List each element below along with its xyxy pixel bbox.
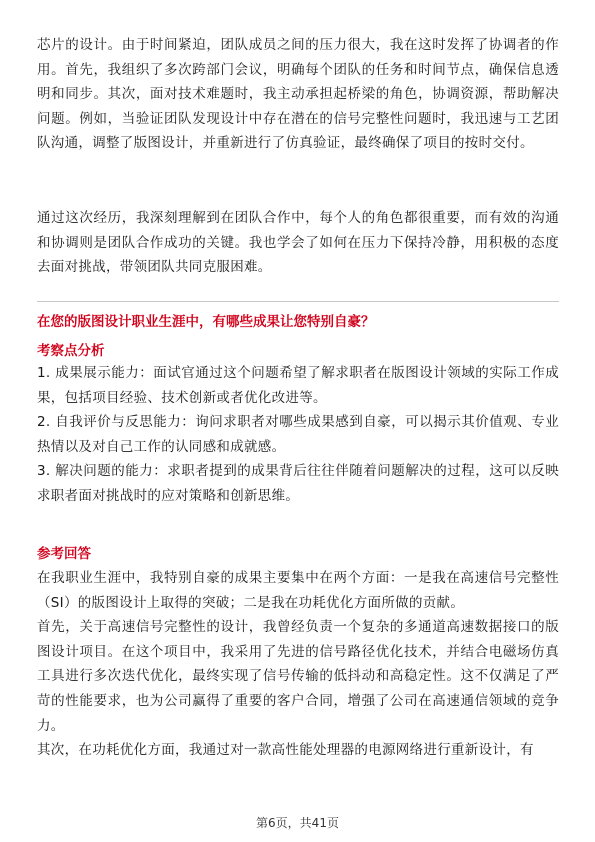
answer-paragraph: 首先，关于高速信号完整性的设计，我曾经负责一个复杂的多通道高速数据接口的版图设计项目。在这个项目中，我采用了先进的信号路径优化技术，并结合电磁场仿真工具进行多次迭代优化，最终实现了信号传输的低抖动和高稳定性。这不仅满足了严苛的性能要求，也为公司赢得了重要的客户合同，增强了公司在高速通信领域的竞争力。	[37, 619, 559, 734]
section-divider	[37, 301, 559, 302]
analysis-heading: 考察点分析	[37, 343, 105, 359]
answer-paragraph: 在我职业生涯中，我特别自豪的成果主要集中在两个方面：一是我在高速信号完整性（SI）的版图设计上取得的突破；二是我在功耗优化方面所做的贡献。	[37, 570, 559, 611]
answer-paragraph: 其次，在功耗优化方面，我通过对一款高性能处理器的电源网络进行重新设计，有	[37, 742, 534, 759]
analysis-item: 3. 解决问题的能力：求职者提到的成果背后往往伴随着问题解决的过程，这可以反映求职者面对挑战时的应对策略和创新思维。	[37, 463, 559, 504]
page-number: 第6页，共41页	[256, 816, 339, 830]
question-title: 在您的版图设计职业生涯中，有哪些成果让您特别自豪？	[37, 314, 375, 330]
top-paragraph: 芯片的设计。由于时间紧迫，团队成员之间的压力很大，我在这时发挥了协调者的作用。首先，我组织了多次跨部门会议，明确每个团队的任务和时间节点，确保信息透明和同步。其次，面对技术难题时，我主动承担起桥梁的角色，协调资源，帮助解决问题。例如，当验证团队发现设计中存在潜在的信号完整性问题时，我迅速与工艺团队沟通，调整了版图设计，并重新进行了仿真验证，最终确保了项目的按时交付。	[37, 37, 559, 152]
analysis-item: 2. 自我评价与反思能力：询问求职者对哪些成果感到自豪，可以揭示其价值观、专业热情以及对自己工作的认同感和成就感。	[37, 414, 559, 455]
answer-body	[37, 566, 559, 763]
analysis-item: 1. 成果展示能力：面试官通过这个问题希望了解求职者在版图设计领域的实际工作成果，包括项目经验、技术创新或者优化改进等。	[37, 365, 559, 406]
experience-paragraph: 通过这次经历，我深刻理解到在团队合作中，每个人的角色都很重要，而有效的沟通和协调则是团队合作成功的关键。我也学会了如何在压力下保持冷静，用积极的态度去面对挑战，带领团队共同克服困难。	[37, 210, 559, 276]
analysis-list	[37, 361, 559, 509]
answer-heading: 参考回答	[37, 546, 91, 562]
